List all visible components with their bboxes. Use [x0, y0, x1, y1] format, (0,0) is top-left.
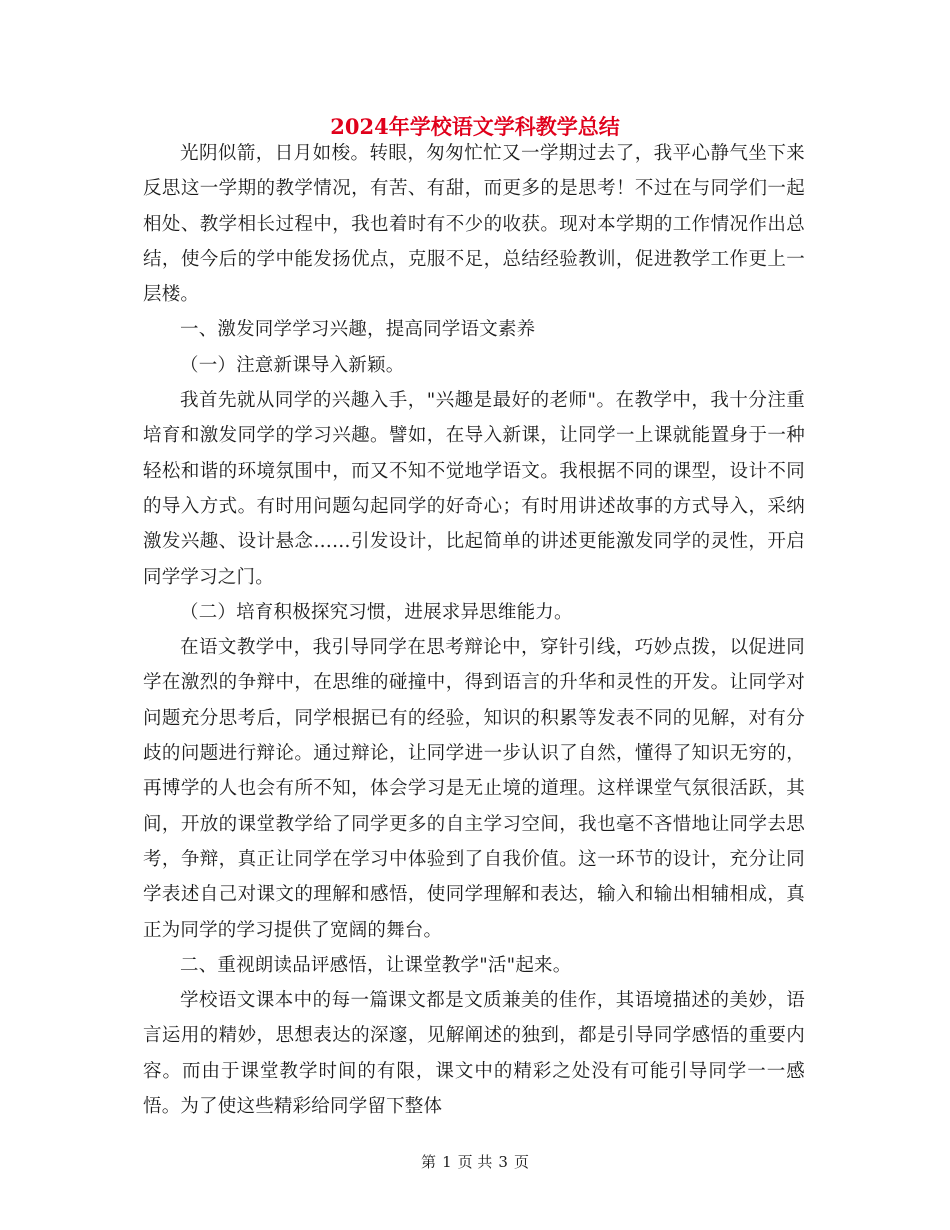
- heading-section-1: 一、激发同学学习兴趣，提高同学语文素养: [180, 319, 536, 341]
- subheading-1-2: （二）培育积极探究习惯，进展求异思维能力。: [180, 601, 573, 623]
- footer-page-number: 1: [442, 1153, 452, 1171]
- paragraph-2: 学校语文课本中的每一篇课文都是文质兼美的佳作，其语境描述的美妙，语言运用的精妙，思想表达的深邃，见解阐述的独到，都是引导同学感悟的重要内容。而由于课堂教学时间的有限，课文中的精彩之处没有可能引导同学一一感悟。为了使这些精彩给同学留下整体: [143, 990, 805, 1118]
- paragraph-1-1: 我首先就从同学的兴趣入手，"兴趣是最好的老师"。在教学中，我十分注重培育和激发同学的学习兴趣。譬如，在导入新课，让同学一上课就能置身于一种轻松和谐的环境氛围中，而又不知不觉地学语文。我根据不同的课型，设计不同的导入方式。有时用问题勾起同学的好奇心；有时用讲述故事的方式导入，采纳激发兴趣、设计悬念……引发设计，比起简单的讲述更能激发同学的灵性，开启同学学习之门。: [143, 390, 805, 588]
- subheading-1-1: （一）注意新课导入新颖。: [180, 354, 405, 376]
- footer-total-pages: 3: [498, 1153, 508, 1171]
- paragraph-intro: 光阴似箭，日月如梭。转眼，匆匆忙忙又一学期过去了，我平心静气坐下来反思这一学期的教学情况，有苦、有甜，而更多的是思考！不过在与同学们一起相处、教学相长过程中，我也着时有不少的收获。现对本学期的工作情况作出总结，使今后的学中能发扬优点，克服不足，总结经验教训，促进教学工作更上一层楼。: [143, 143, 805, 306]
- paragraph-1-2: 在语文教学中，我引导同学在思考辩论中，穿针引线，巧妙点拨，以促进同学在激烈的争辩中，在思维的碰撞中，得到语言的升华和灵性的开发。让同学对问题充分思考后，同学根据已有的经验，知识的积累等发表不同的见解，对有分歧的问题进行辩论。通过辩论，让同学进一步认识了自然，懂得了知识无穷的，再博学的人也会有所不知，体会学习是无止境的道理。这样课堂气氛很活跃，其间，开放的课堂教学给了同学更多的自主学习空间，我也毫不吝惜地让同学去思考，争辩，真正让同学在学习中体验到了自我价值。这一环节的设计，充分让同学表述自己对课文的理解和感悟，使同学理解和表达，输入和输出相辅相成，真正为同学的学习提供了宽阔的舞台。: [143, 637, 805, 941]
- document-body: [143, 136, 805, 1124]
- footer-prefix: 第: [421, 1153, 437, 1171]
- footer-mid: 页 共: [457, 1153, 493, 1171]
- heading-section-2: 二、重视朗读品评感悟，让课堂教学"活"起来。: [180, 954, 572, 976]
- document-title: 2024年学校语文学科教学总结: [330, 114, 620, 139]
- footer-suffix: 页: [513, 1153, 529, 1171]
- page-footer: [0, 1151, 950, 1173]
